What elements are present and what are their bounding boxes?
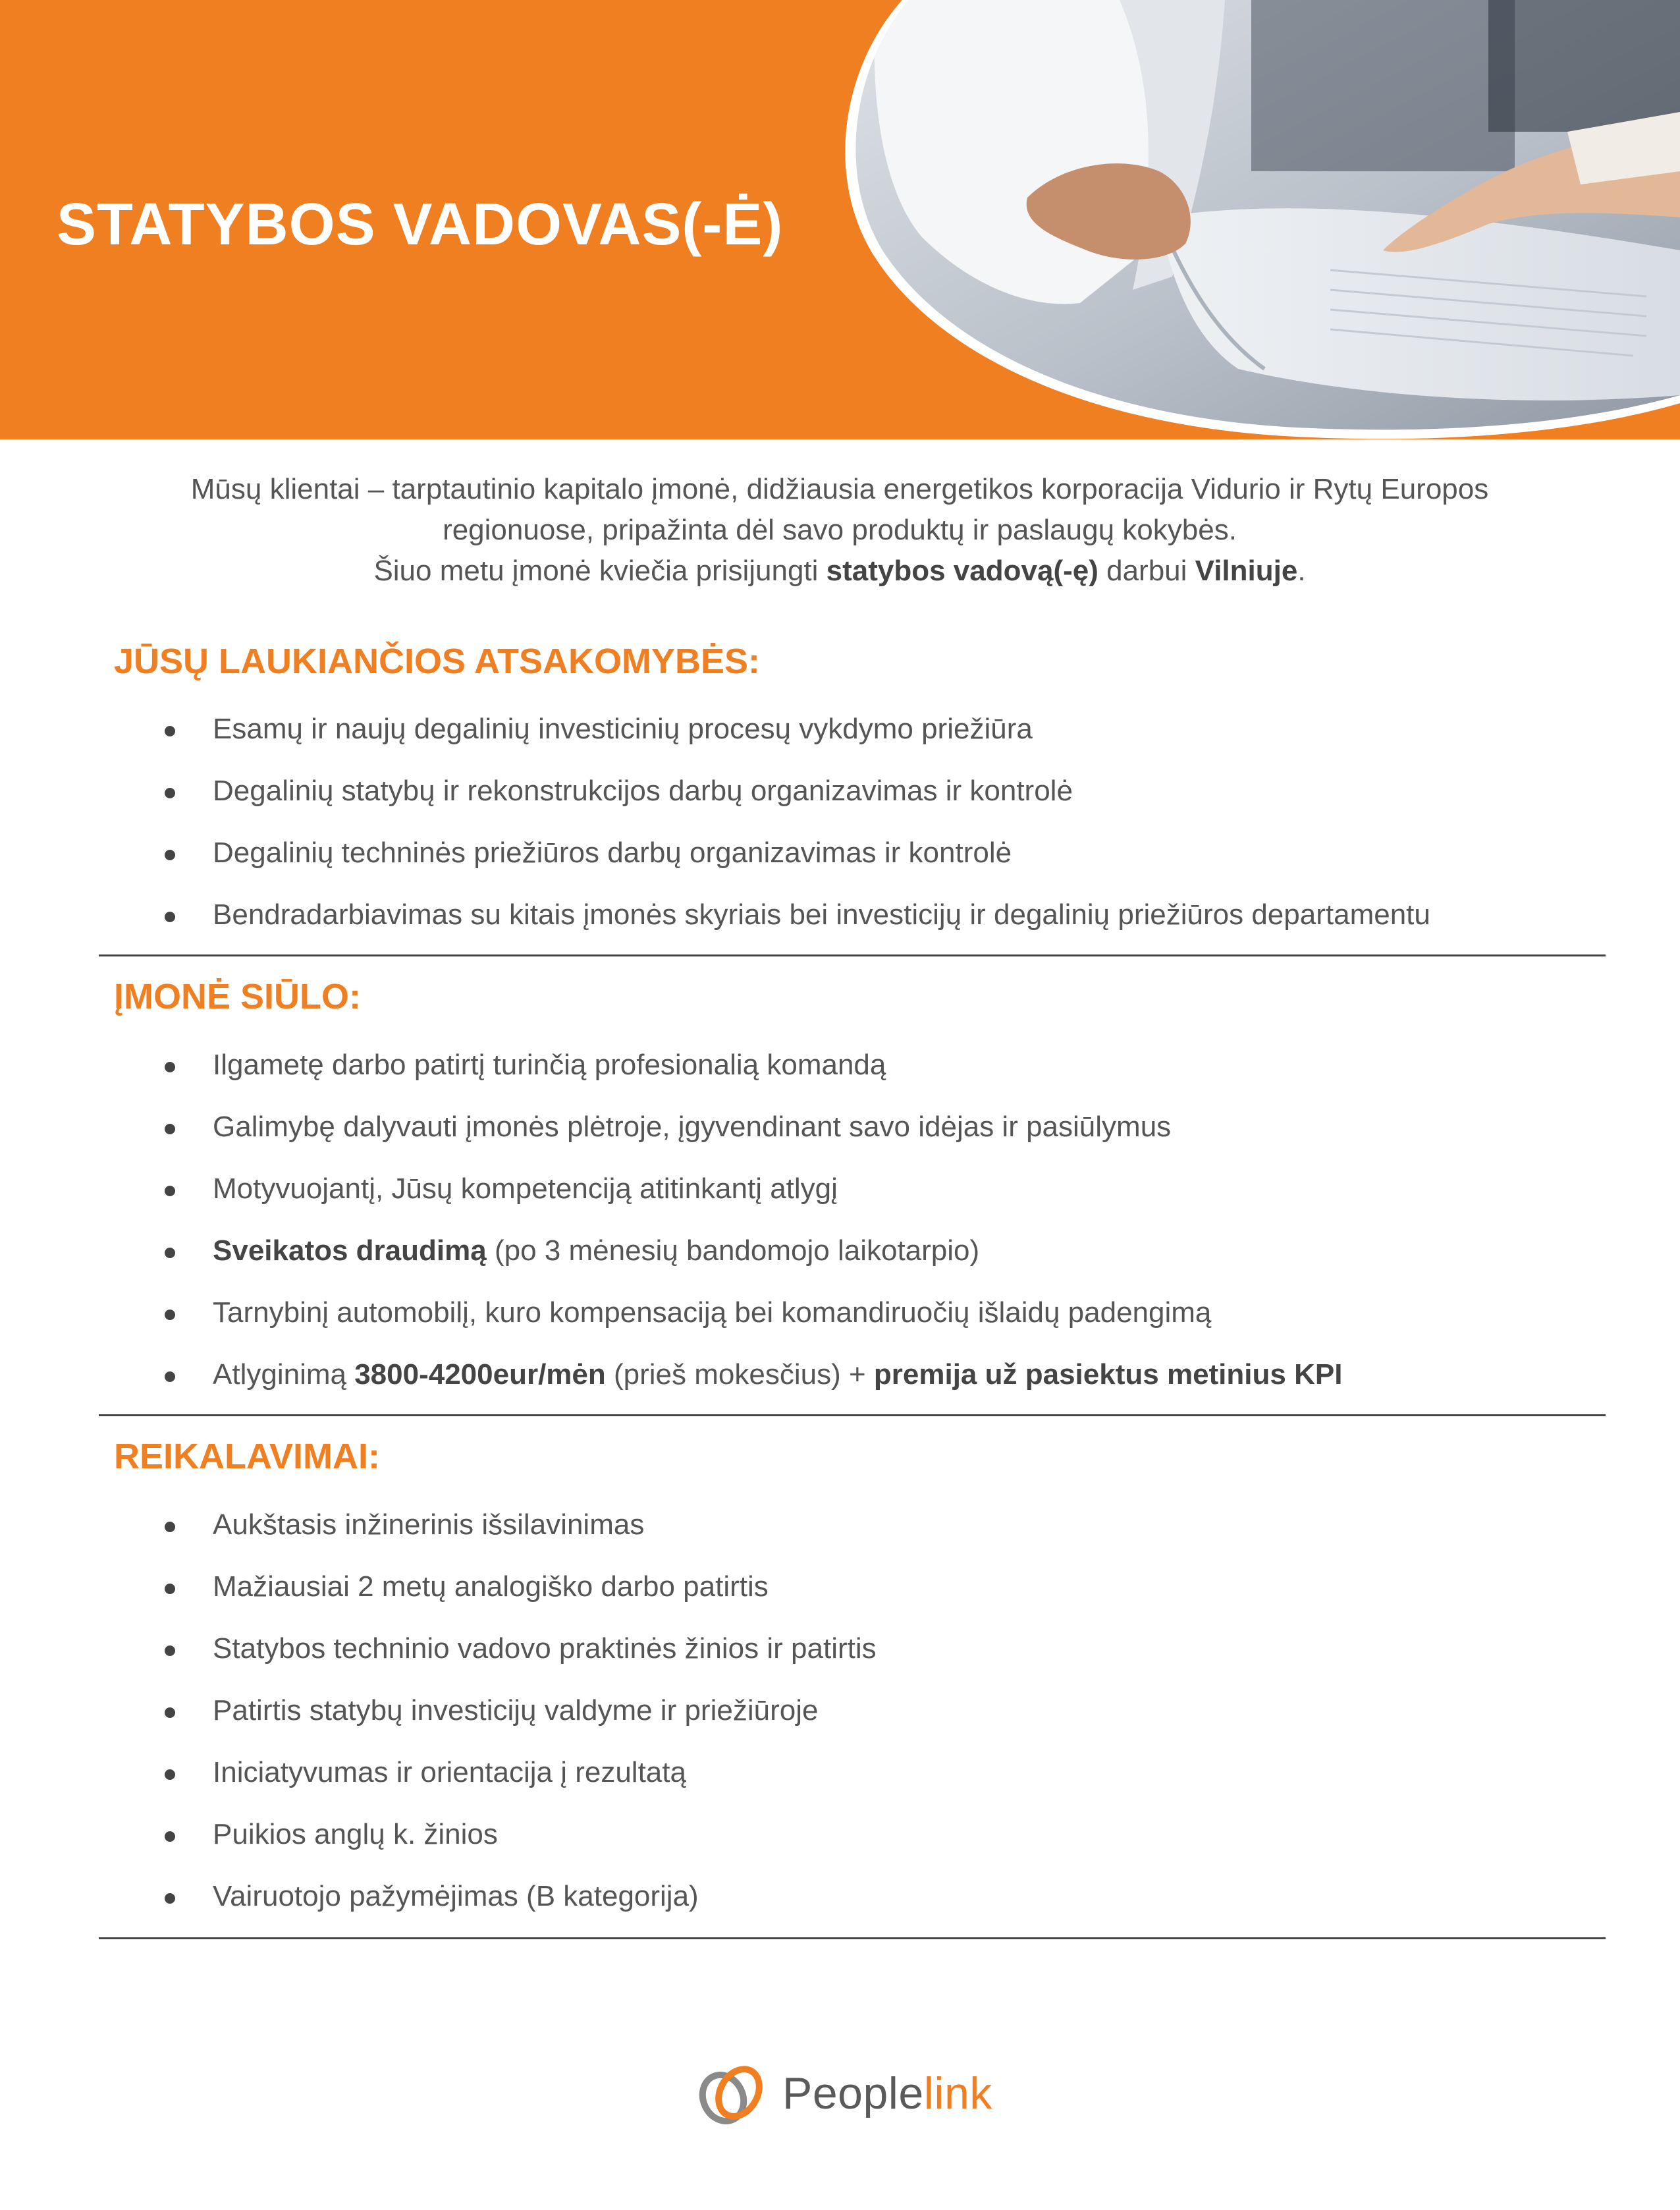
intro-line-1: Mūsų klientai – tarptautinio kapitalo įmonė, didžiausia energetikos korporacija Vidurio ir Rytų Europos <box>190 473 1489 505</box>
list-item: Ilgametę darbo patirtį turinčią profesionalią komandą <box>0 1034 1342 1096</box>
list-item: Aukštasis inžinerinis išsilavinimas <box>0 1494 877 1556</box>
intro-text <box>99 469 1581 592</box>
list-item: Iniciatyvumas ir orientacija į rezultatą <box>0 1742 877 1804</box>
intro-line-3-text: Šiuo metu įmonė kviečia prisijungti <box>373 555 826 587</box>
list-item <box>0 1344 1342 1406</box>
section-divider <box>99 1937 1606 1939</box>
section-divider <box>99 1414 1606 1416</box>
list-item: Mažiausiai 2 metų analogiško darbo patirtis <box>0 1556 877 1618</box>
requirements-title: REIKALAVIMAI: <box>114 1437 380 1476</box>
list-item: Patirtis statybų investicijų valdyme ir priežiūroje <box>0 1680 877 1742</box>
salary-middle: (prieš mokesčius) + <box>605 1358 874 1391</box>
salary-amount: 3800-4200eur/mėn <box>354 1358 606 1391</box>
header-banner <box>0 0 1680 439</box>
peoplelink-logo <box>691 2058 992 2131</box>
salary-bonus: premija už pasiektus metinius KPI <box>873 1358 1343 1391</box>
page-title: STATYBOS VADOVAS(-Ė) <box>57 192 784 258</box>
list-item: Galimybę dalyvauti įmonės plėtroje, įgyvendinant savo idėjas ir pasiūlymus <box>0 1096 1342 1158</box>
logo-wordmark-link: link <box>923 2068 992 2118</box>
list-item: Vairuotojo pažymėjimas (B kategorija) <box>0 1865 877 1927</box>
list-item <box>0 1220 1342 1282</box>
logo-wordmark <box>782 2068 992 2119</box>
offers-list <box>0 1034 1342 1406</box>
salary-prefix: Atlyginimą <box>213 1358 355 1391</box>
intro-line-3-middle: darbui <box>1098 555 1195 587</box>
list-item: Degalinių techninės priežiūros darbų organizavimas ir kontrolė <box>0 822 1430 884</box>
list-item: Puikios anglų k. žinios <box>0 1804 877 1865</box>
list-item: Bendradarbiavimas su kitais įmonės skyriais bei investicijų ir degalinių priežiūros departamentu <box>0 884 1430 946</box>
intro-line-3-end: . <box>1297 555 1306 587</box>
intro-position-name: statybos vadovą(-ę) <box>826 555 1098 587</box>
responsibilities-title: JŪSŲ LAUKIANČIOS ATSAKOMYBĖS: <box>114 642 761 681</box>
intro-location: Vilniuje <box>1195 555 1298 587</box>
list-item: Statybos techninio vadovo praktinės žinios ir patirtis <box>0 1618 877 1680</box>
logo-wordmark-people: People <box>782 2068 924 2118</box>
section-divider <box>99 954 1606 956</box>
intro-line-3 <box>99 551 1581 592</box>
intro-line-2: regionuose, pripažinta dėl savo produktų ir paslaugų kokybės. <box>443 514 1237 546</box>
list-item: Motyvuojantį, Jūsų kompetenciją atitinkantį atlygį <box>0 1158 1342 1220</box>
responsibilities-list <box>0 698 1430 946</box>
requirements-list <box>0 1494 877 1927</box>
list-item: Tarnybinį automobilį, kuro kompensaciją bei komandiruočių išlaidų padengimą <box>0 1282 1342 1344</box>
list-item: Degalinių statybų ir rekonstrukcijos darbų organizavimas ir kontrolė <box>0 760 1430 822</box>
peoplelink-rings-icon <box>691 2058 777 2131</box>
offers-title: ĮMONĖ SIŪLO: <box>114 977 361 1016</box>
insurance-detail: (po 3 mėnesių bandomojo laikotarpio) <box>486 1234 980 1267</box>
list-item: Esamų ir naujų degalinių investicinių procesų vykdymo priežiūra <box>0 698 1430 760</box>
insurance-bold: Sveikatos draudimą <box>213 1234 487 1267</box>
